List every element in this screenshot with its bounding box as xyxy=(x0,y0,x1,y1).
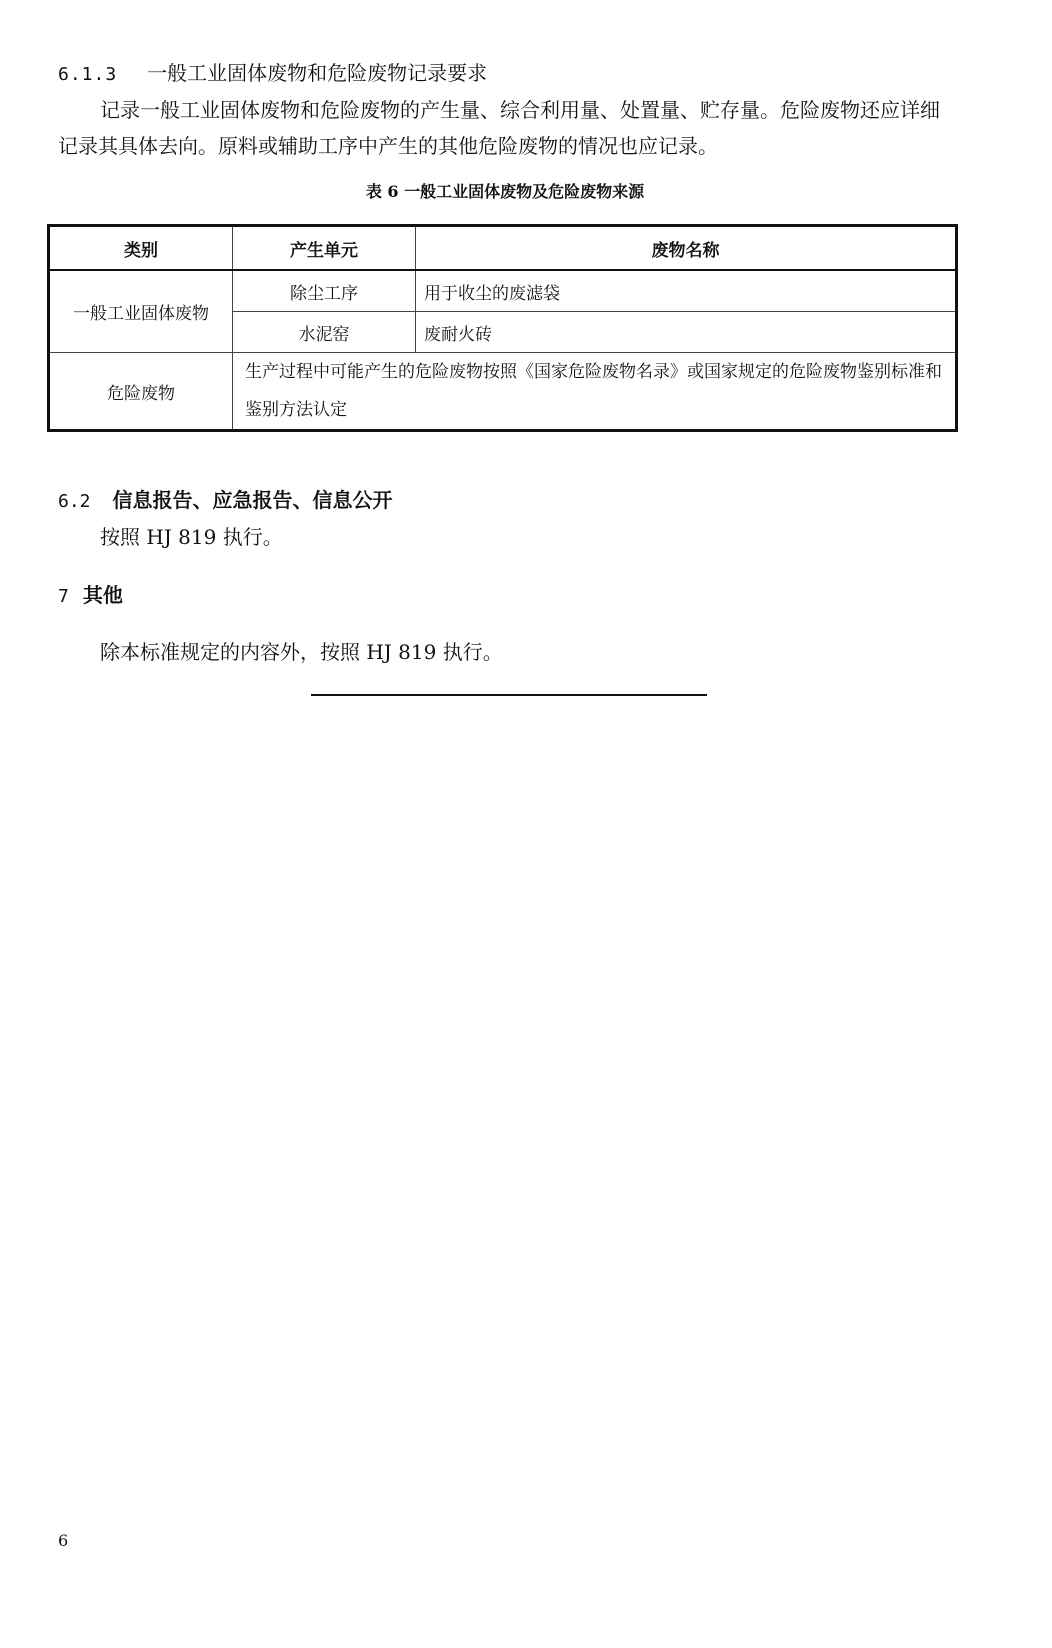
section-number: 6.2 xyxy=(58,491,91,512)
section-title: 一般工业固体废物和危险废物记录要求 xyxy=(147,61,488,85)
section-title: 信息报告、应急报告、信息公开 xyxy=(112,488,393,512)
waste-cell: 用于收尘的废滤袋 xyxy=(416,270,957,312)
page-number: 6 xyxy=(58,1531,69,1550)
header-unit: 产生单元 xyxy=(233,226,416,271)
section-number: 6.1.3 xyxy=(58,64,118,85)
waste-source-table xyxy=(47,224,958,432)
section-6-2-heading xyxy=(58,485,393,517)
section-7-heading xyxy=(58,580,123,612)
section-title: 其他 xyxy=(82,583,123,607)
end-rule xyxy=(311,694,707,696)
unit-cell: 除尘工序 xyxy=(233,270,416,312)
section-6-2-body: 按照 HJ 819 执行。 xyxy=(100,525,283,549)
category-general: 一般工业固体废物 xyxy=(49,270,233,353)
table-caption: 表 6 一般工业固体废物及危险废物来源 xyxy=(365,182,645,201)
section-6-1-3-heading xyxy=(58,58,487,90)
table-header-row xyxy=(49,226,957,271)
header-waste-name: 废物名称 xyxy=(416,226,957,271)
hazardous-description: 生产过程中可能产生的危险废物按照《国家危险废物名录》或国家规定的危险废物鉴别标准和鉴别方法认定 xyxy=(233,353,957,431)
unit-cell: 水泥窑 xyxy=(233,312,416,353)
header-category: 类别 xyxy=(49,226,233,271)
table-row xyxy=(49,270,957,312)
waste-cell: 废耐火砖 xyxy=(416,312,957,353)
table-row xyxy=(49,353,957,431)
section-number: 7 xyxy=(58,586,69,607)
category-hazardous: 危险废物 xyxy=(49,353,233,431)
section-7-body: 除本标准规定的内容外，按照 HJ 819 执行。 xyxy=(100,640,503,664)
section-6-1-3-body: 记录一般工业固体废物和危险废物的产生量、综合利用量、处置量、贮存量。危险废物还应详细记录其具体去向。原料或辅助工序中产生的其他危险废物的情况也应记录。 xyxy=(58,98,940,158)
